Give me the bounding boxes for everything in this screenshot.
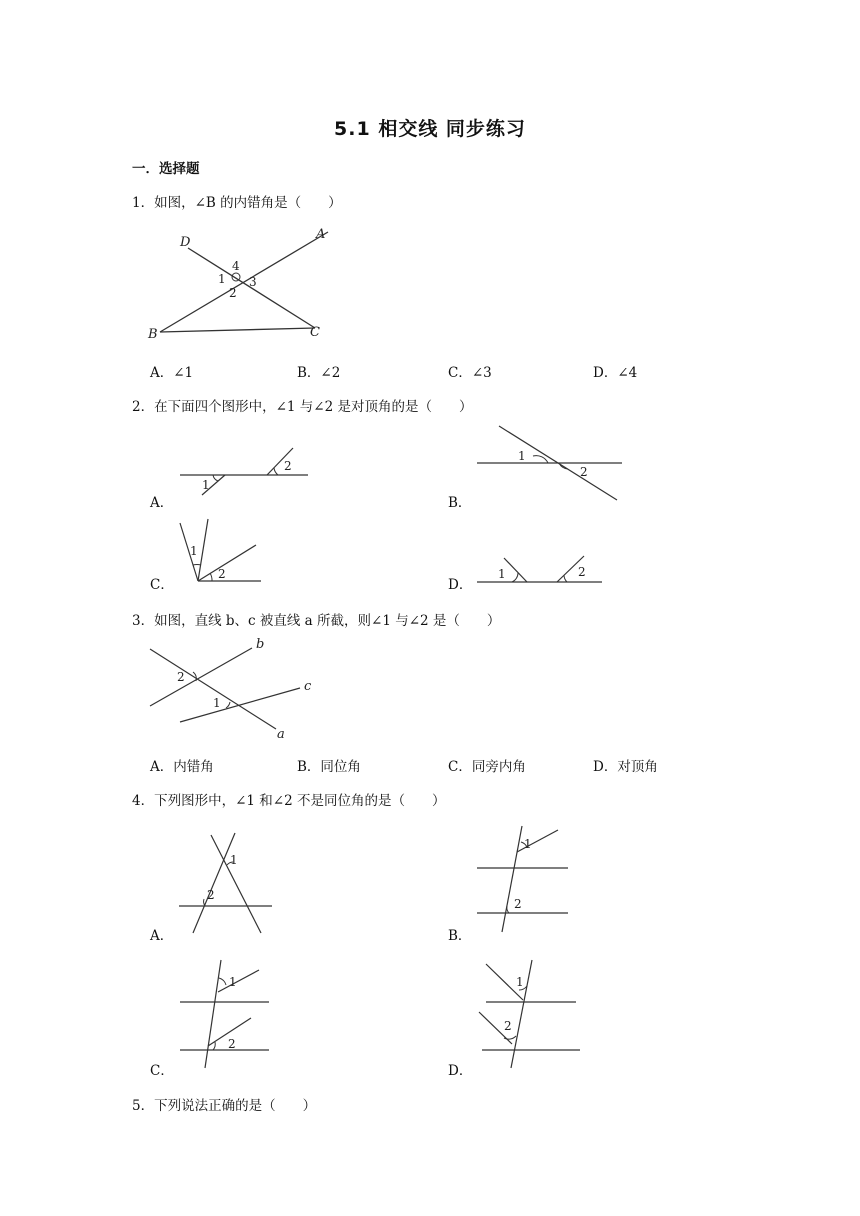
label-angle-1: 1 xyxy=(218,272,226,286)
section-heading: 一．选择题 xyxy=(132,161,200,177)
svg-text:1: 1 xyxy=(202,478,210,492)
svg-text:2: 2 xyxy=(504,1019,512,1033)
q4-option-c[interactable]: C． xyxy=(150,1063,174,1079)
q3-option-c[interactable]: C．同旁内角 xyxy=(448,759,526,775)
line-b xyxy=(150,648,252,706)
question-3-stem: 3．如图，直线 b、c 被直线 a 所截，则∠1 与∠2 是（ ） xyxy=(132,613,501,629)
q1-option-b[interactable]: B．∠2 xyxy=(297,365,341,381)
q3-option-a[interactable]: A．内错角 xyxy=(150,759,214,775)
q2-figure-b xyxy=(472,420,632,508)
segment-bc xyxy=(160,328,315,332)
label-angle-2: 2 xyxy=(177,670,185,684)
svg-text:1: 1 xyxy=(516,975,524,989)
svg-text:1: 1 xyxy=(518,449,526,463)
label-c: c xyxy=(304,679,312,694)
label-angle-2: 2 xyxy=(229,286,237,300)
q4-option-b[interactable]: B． xyxy=(448,928,472,944)
question-1-figure xyxy=(140,222,340,344)
q4-figure-d xyxy=(472,958,587,1073)
q2-figure-d xyxy=(472,548,632,590)
label-d: D xyxy=(180,235,191,250)
svg-text:2: 2 xyxy=(228,1037,236,1051)
q2-option-a[interactable]: A． xyxy=(150,495,174,511)
svg-text:1: 1 xyxy=(524,837,532,851)
q3-option-b[interactable]: B．同位角 xyxy=(297,759,361,775)
q2-option-d[interactable]: D． xyxy=(448,577,473,593)
q2-option-c[interactable]: C． xyxy=(150,577,174,593)
q1-option-d[interactable]: D．∠4 xyxy=(593,365,638,381)
q1-option-a[interactable]: A．∠1 xyxy=(150,365,194,381)
label-angle-3: 3 xyxy=(249,275,257,289)
svg-text:1: 1 xyxy=(498,567,506,581)
label-a: a xyxy=(277,727,285,742)
svg-text:2: 2 xyxy=(284,459,292,473)
svg-text:1: 1 xyxy=(229,975,237,989)
svg-text:2: 2 xyxy=(580,465,588,479)
q2-option-b[interactable]: B． xyxy=(448,495,472,511)
q3-option-d[interactable]: D．对顶角 xyxy=(593,759,658,775)
q4-option-d[interactable]: D． xyxy=(448,1063,473,1079)
question-5-stem: 5．下列说法正确的是（ ） xyxy=(132,1098,317,1114)
q2-figure-c xyxy=(170,515,270,590)
svg-text:1: 1 xyxy=(190,544,198,558)
q1-option-c[interactable]: C．∠3 xyxy=(448,365,492,381)
q4-option-a[interactable]: A． xyxy=(150,928,174,944)
svg-text:2: 2 xyxy=(578,565,586,579)
q2-figure-a xyxy=(175,440,315,502)
question-1-stem: 1．如图，∠B 的内错角是（ ） xyxy=(132,195,342,211)
label-angle-4: 4 xyxy=(232,259,240,273)
question-2-stem: 2．在下面四个图形中，∠1 与∠2 是对顶角的是（ ） xyxy=(132,399,473,415)
svg-text:2: 2 xyxy=(207,888,215,902)
q4-figure-b xyxy=(472,822,577,937)
q4-figure-c xyxy=(175,958,280,1073)
question-4-stem: 4．下列图形中，∠1 和∠2 不是同位角的是（ ） xyxy=(132,793,446,809)
label-a: A xyxy=(316,227,326,242)
label-c: C xyxy=(310,325,320,340)
q4-figure-a xyxy=(175,830,280,938)
label-b: b xyxy=(256,637,265,652)
label-angle-1: 1 xyxy=(213,696,221,710)
label-b: B xyxy=(148,327,158,342)
line-a xyxy=(150,649,276,729)
svg-text:2: 2 xyxy=(218,567,226,581)
line-c xyxy=(180,688,300,722)
svg-text:2: 2 xyxy=(514,897,522,911)
question-3-figure xyxy=(140,632,330,744)
svg-text:1: 1 xyxy=(230,853,238,867)
page-title: 5.1 相交线 同步练习 xyxy=(334,118,526,140)
